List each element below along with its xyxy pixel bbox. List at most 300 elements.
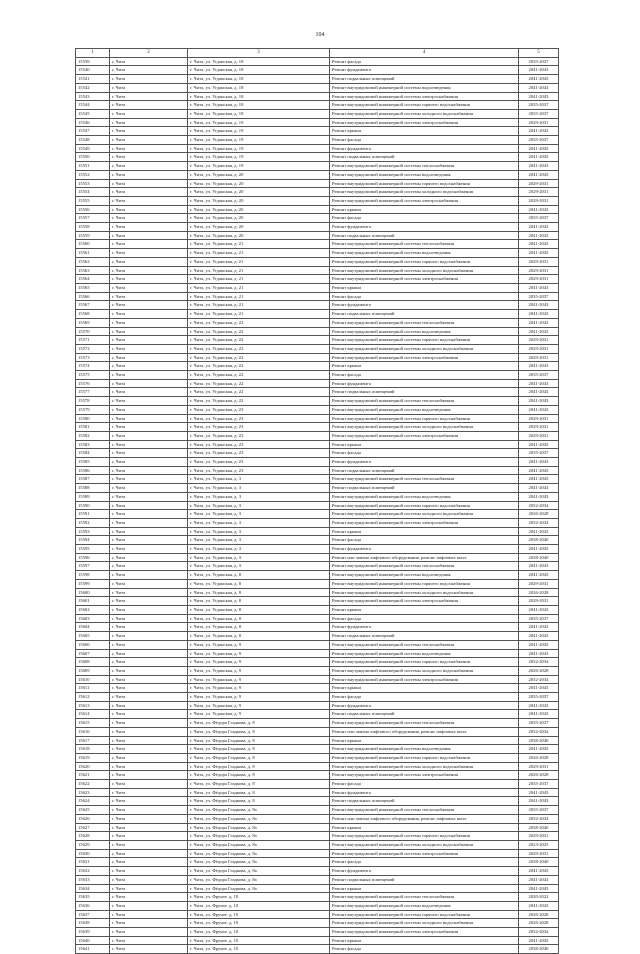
column-number: 5 bbox=[519, 49, 559, 58]
municipality-cell: г. Чита bbox=[110, 884, 188, 893]
municipality-cell: г. Чита bbox=[110, 649, 188, 658]
row-number-cell: 15598 bbox=[76, 571, 110, 580]
column-number: 2 bbox=[110, 49, 188, 58]
row-number-cell: 15601 bbox=[76, 597, 110, 606]
row-number-cell: 15621 bbox=[76, 771, 110, 780]
row-number-cell: 15561 bbox=[76, 249, 110, 258]
row-number-cell: 15606 bbox=[76, 640, 110, 649]
table-row bbox=[76, 66, 559, 75]
address-cell: г. Чита, ул. Угданская, д. 3 bbox=[188, 536, 330, 545]
row-number-cell: 15590 bbox=[76, 501, 110, 510]
period-cell: 2041-2043 bbox=[519, 310, 559, 319]
table-row bbox=[76, 840, 559, 849]
row-number-cell: 15563 bbox=[76, 266, 110, 275]
address-cell: г. Чита, ул. Угданская, д. 23 bbox=[188, 440, 330, 449]
work-type-cell: Ремонт фасада bbox=[330, 57, 519, 66]
table-row bbox=[76, 623, 559, 632]
address-cell: г. Чита, ул. Угданская, д. 22 bbox=[188, 344, 330, 353]
table-row bbox=[76, 745, 559, 754]
table-row bbox=[76, 832, 559, 841]
municipality-cell: г. Чита bbox=[110, 118, 188, 127]
municipality-cell: г. Чита bbox=[110, 745, 188, 754]
address-cell: г. Чита, ул. Фёдора Гладкова, д. 8 bbox=[188, 753, 330, 762]
municipality-cell: г. Чита bbox=[110, 188, 188, 197]
period-cell: 2041-2043 bbox=[519, 127, 559, 136]
work-type-cell: Ремонт внутридомовой инженерной системы горячего водоснабжения bbox=[330, 832, 519, 841]
table-row bbox=[76, 371, 559, 380]
address-cell: г. Чита, ул. Угданская, д. 9 bbox=[188, 684, 330, 693]
row-number-cell: 15572 bbox=[76, 344, 110, 353]
address-cell: г. Чита, ул. Фёдора Гладкова, д. 8а bbox=[188, 875, 330, 884]
table-row bbox=[76, 771, 559, 780]
municipality-cell: г. Чита bbox=[110, 536, 188, 545]
period-cell: 2041-2043 bbox=[519, 397, 559, 406]
row-number-cell: 15596 bbox=[76, 553, 110, 562]
work-type-cell: Ремонт внутридомовой инженерной системы теплоснабжения bbox=[330, 475, 519, 484]
address-cell: г. Чита, ул. Угданская, д. 9 bbox=[188, 693, 330, 702]
row-number-cell: 15603 bbox=[76, 614, 110, 623]
row-number-cell: 15630 bbox=[76, 849, 110, 858]
table-row bbox=[76, 806, 559, 815]
column-number: 1 bbox=[76, 49, 110, 58]
address-cell: г. Чита, ул. Угданская, д. 9 bbox=[188, 666, 330, 675]
work-type-cell: Ремонт или замена лифтового оборудования, ремонт лифтовых шахт bbox=[330, 727, 519, 736]
municipality-cell: г. Чита bbox=[110, 762, 188, 771]
period-cell: 2041-2043 bbox=[519, 684, 559, 693]
municipality-cell: г. Чита bbox=[110, 109, 188, 118]
municipality-cell: г. Чита bbox=[110, 562, 188, 571]
table-row bbox=[76, 327, 559, 336]
period-cell: 2035-2037 bbox=[519, 214, 559, 223]
period-cell: 2041-2043 bbox=[519, 936, 559, 945]
work-type-cell: Ремонт внутридомовой инженерной системы электроснабжения bbox=[330, 275, 519, 284]
work-type-cell: Ремонт крыши bbox=[330, 884, 519, 893]
table-row bbox=[76, 797, 559, 806]
table-row bbox=[76, 231, 559, 240]
row-number-cell: 15554 bbox=[76, 188, 110, 197]
address-cell: г. Чита, ул. Угданская, д. 23 bbox=[188, 414, 330, 423]
address-cell: г. Чита, ул. Угданская, д. 8 bbox=[188, 588, 330, 597]
row-number-cell: 15589 bbox=[76, 492, 110, 501]
municipality-cell: г. Чита bbox=[110, 57, 188, 66]
period-cell: 2041-2043 bbox=[519, 405, 559, 414]
address-cell: г. Чита, ул. Угданская, д. 19 bbox=[188, 153, 330, 162]
table-row bbox=[76, 144, 559, 153]
period-cell: 2041-2043 bbox=[519, 606, 559, 615]
period-cell: 2041-2043 bbox=[519, 223, 559, 232]
table-row bbox=[76, 362, 559, 371]
period-cell: 2041-2043 bbox=[519, 75, 559, 84]
work-type-cell: Ремонт внутридомовой инженерной системы горячего водоснабжения bbox=[330, 257, 519, 266]
address-cell: г. Чита, ул. Угданская, д. 22 bbox=[188, 371, 330, 380]
address-cell: г. Чита, ул. Фрунзе, д. 10 bbox=[188, 928, 330, 937]
address-cell: г. Чита, ул. Угданская, д. 20 bbox=[188, 170, 330, 179]
table-row bbox=[76, 536, 559, 545]
work-type-cell: Ремонт внутридомовой инженерной системы электроснабжения bbox=[330, 675, 519, 684]
work-type-cell: Ремонт подвальных помещений bbox=[330, 466, 519, 475]
work-type-cell: Ремонт внутридомовой инженерной системы теплоснабжения bbox=[330, 893, 519, 902]
work-type-cell: Ремонт подвальных помещений bbox=[330, 710, 519, 719]
row-number-cell: 15574 bbox=[76, 362, 110, 371]
municipality-cell: г. Чита bbox=[110, 205, 188, 214]
row-number-cell: 15629 bbox=[76, 840, 110, 849]
row-number-cell: 15625 bbox=[76, 806, 110, 815]
work-type-cell: Ремонт фундамента bbox=[330, 545, 519, 554]
municipality-cell: г. Чита bbox=[110, 832, 188, 841]
work-type-cell: Ремонт внутридомовой инженерной системы горячего водоснабжения bbox=[330, 179, 519, 188]
period-cell: 2041-2043 bbox=[519, 440, 559, 449]
row-number-cell: 15611 bbox=[76, 684, 110, 693]
address-cell: г. Чита, ул. Угданская, д. 22 bbox=[188, 336, 330, 345]
work-type-cell: Ремонт внутридомовой инженерной системы электроснабжения bbox=[330, 353, 519, 362]
table-body bbox=[76, 49, 559, 954]
period-cell: 2038-2040 bbox=[519, 553, 559, 562]
work-type-cell: Ремонт фасада bbox=[330, 214, 519, 223]
period-cell: 2026-2028 bbox=[519, 510, 559, 519]
work-type-cell: Ремонт фундамента bbox=[330, 623, 519, 632]
row-number-cell: 15600 bbox=[76, 588, 110, 597]
municipality-cell: г. Чита bbox=[110, 414, 188, 423]
work-type-cell: Ремонт крыши bbox=[330, 684, 519, 693]
address-cell: г. Чита, ул. Угданская, д. 20 bbox=[188, 214, 330, 223]
work-type-cell: Ремонт крыши bbox=[330, 823, 519, 832]
address-cell: г. Чита, ул. Угданская, д. 18 bbox=[188, 57, 330, 66]
address-cell: г. Чита, ул. Угданская, д. 22 bbox=[188, 318, 330, 327]
municipality-cell: г. Чита bbox=[110, 919, 188, 928]
table-row bbox=[76, 649, 559, 658]
table-row bbox=[76, 266, 559, 275]
municipality-cell: г. Чита bbox=[110, 701, 188, 710]
municipality-cell: г. Чита bbox=[110, 928, 188, 937]
period-cell: 2041-2043 bbox=[519, 571, 559, 580]
municipality-cell: г. Чита bbox=[110, 449, 188, 458]
row-number-cell: 15562 bbox=[76, 257, 110, 266]
period-cell: 2041-2043 bbox=[519, 475, 559, 484]
row-number-cell: 15549 bbox=[76, 144, 110, 153]
table-row bbox=[76, 545, 559, 554]
address-cell: г. Чита, ул. Угданская, д. 8 bbox=[188, 614, 330, 623]
period-cell: 2041-2043 bbox=[519, 170, 559, 179]
municipality-cell: г. Чита bbox=[110, 736, 188, 745]
period-cell: 2032-2034 bbox=[519, 518, 559, 527]
table-row bbox=[76, 301, 559, 310]
work-type-cell: Ремонт внутридомовой инженерной системы холодного водоснабжения bbox=[330, 344, 519, 353]
table-row bbox=[76, 57, 559, 66]
table-row bbox=[76, 719, 559, 728]
work-type-cell: Ремонт внутридомовой инженерной системы холодного водоснабжения bbox=[330, 840, 519, 849]
period-cell: 2029-2031 bbox=[519, 179, 559, 188]
municipality-cell: г. Чита bbox=[110, 153, 188, 162]
row-number-cell: 15617 bbox=[76, 736, 110, 745]
row-number-cell: 15638 bbox=[76, 919, 110, 928]
address-cell: г. Чита, ул. Фёдора Гладкова, д. 8а bbox=[188, 814, 330, 823]
address-cell: г. Чита, ул. Угданская, д. 20 bbox=[188, 231, 330, 240]
period-cell: 2041-2043 bbox=[519, 649, 559, 658]
period-cell: 2038-2040 bbox=[519, 736, 559, 745]
table-row bbox=[76, 388, 559, 397]
municipality-cell: г. Чита bbox=[110, 162, 188, 171]
work-type-cell: Ремонт фундамента bbox=[330, 458, 519, 467]
municipality-cell: г. Чита bbox=[110, 945, 188, 954]
address-cell: г. Чита, ул. Фёдора Гладкова, д. 8 bbox=[188, 719, 330, 728]
period-cell: 2029-2031 bbox=[519, 832, 559, 841]
table-row bbox=[76, 214, 559, 223]
work-type-cell: Ремонт крыши bbox=[330, 440, 519, 449]
municipality-cell: г. Чита bbox=[110, 588, 188, 597]
municipality-cell: г. Чита bbox=[110, 893, 188, 902]
row-number-cell: 15577 bbox=[76, 388, 110, 397]
period-cell: 2029-2031 bbox=[519, 266, 559, 275]
row-number-cell: 15631 bbox=[76, 858, 110, 867]
work-type-cell: Ремонт внутридомовой инженерной системы горячего водоснабжения bbox=[330, 501, 519, 510]
work-type-cell: Ремонт крыши bbox=[330, 362, 519, 371]
table-row bbox=[76, 727, 559, 736]
work-type-cell: Ремонт внутридомовой инженерной системы электроснабжения bbox=[330, 118, 519, 127]
table-row bbox=[76, 762, 559, 771]
work-type-cell: Ремонт внутридомовой инженерной системы электроснабжения bbox=[330, 849, 519, 858]
table-row bbox=[76, 788, 559, 797]
work-type-cell: Ремонт или замена лифтового оборудования, ремонт лифтовых шахт bbox=[330, 553, 519, 562]
municipality-cell: г. Чита bbox=[110, 240, 188, 249]
period-cell: 2035-2037 bbox=[519, 109, 559, 118]
row-number-cell: 15543 bbox=[76, 92, 110, 101]
row-number-cell: 15584 bbox=[76, 449, 110, 458]
period-cell: 2032-2034 bbox=[519, 928, 559, 937]
work-type-cell: Ремонт фундамента bbox=[330, 301, 519, 310]
municipality-cell: г. Чита bbox=[110, 719, 188, 728]
period-cell: 2029-2031 bbox=[519, 579, 559, 588]
municipality-cell: г. Чита bbox=[110, 484, 188, 493]
period-cell: 2041-2043 bbox=[519, 362, 559, 371]
period-cell: 2041-2043 bbox=[519, 527, 559, 536]
municipality-cell: г. Чита bbox=[110, 75, 188, 84]
municipality-cell: г. Чита bbox=[110, 771, 188, 780]
period-cell: 2029-2031 bbox=[519, 353, 559, 362]
address-cell: г. Чита, ул. Угданская, д. 20 bbox=[188, 223, 330, 232]
table-row bbox=[76, 780, 559, 789]
table-row bbox=[76, 205, 559, 214]
work-type-cell: Ремонт внутридомовой инженерной системы водоотведения bbox=[330, 170, 519, 179]
address-cell: г. Чита, ул. Угданская, д. 21 bbox=[188, 292, 330, 301]
row-number-cell: 15622 bbox=[76, 780, 110, 789]
work-type-cell: Ремонт крыши bbox=[330, 127, 519, 136]
table-row bbox=[76, 353, 559, 362]
repair-schedule-table bbox=[75, 48, 559, 954]
work-type-cell: Ремонт внутридомовой инженерной системы холодного водоснабжения bbox=[330, 109, 519, 118]
table-row bbox=[76, 292, 559, 301]
period-cell: 2026-2028 bbox=[519, 588, 559, 597]
address-cell: г. Чита, ул. Угданская, д. 19 bbox=[188, 118, 330, 127]
table-row bbox=[76, 423, 559, 432]
address-cell: г. Чита, ул. Угданская, д. 3 bbox=[188, 545, 330, 554]
municipality-cell: г. Чита bbox=[110, 66, 188, 75]
work-type-cell: Ремонт подвальных помещений bbox=[330, 388, 519, 397]
address-cell: г. Чита, ул. Угданская, д. 20 bbox=[188, 179, 330, 188]
period-cell: 2020-2022 bbox=[519, 893, 559, 902]
address-cell: г. Чита, ул. Фёдора Гладкова, д. 8а bbox=[188, 840, 330, 849]
work-type-cell: Ремонт внутридомовой инженерной системы электроснабжения bbox=[330, 431, 519, 440]
work-type-cell: Ремонт подвальных помещений bbox=[330, 153, 519, 162]
row-number-cell: 15555 bbox=[76, 196, 110, 205]
row-number-cell: 15559 bbox=[76, 231, 110, 240]
table-row bbox=[76, 414, 559, 423]
work-type-cell: Ремонт фасада bbox=[330, 536, 519, 545]
address-cell: г. Чита, ул. Угданская, д. 3 bbox=[188, 492, 330, 501]
row-number-cell: 15564 bbox=[76, 275, 110, 284]
table-row bbox=[76, 910, 559, 919]
work-type-cell: Ремонт подвальных помещений bbox=[330, 875, 519, 884]
municipality-cell: г. Чита bbox=[110, 397, 188, 406]
address-cell: г. Чита, ул. Фёдора Гладкова, д. 8 bbox=[188, 762, 330, 771]
address-cell: г. Чита, ул. Угданская, д. 3 bbox=[188, 527, 330, 536]
period-cell: 2041-2043 bbox=[519, 875, 559, 884]
address-cell: г. Чита, ул. Угданская, д. 20 bbox=[188, 196, 330, 205]
municipality-cell: г. Чита bbox=[110, 658, 188, 667]
period-cell: 2029-2031 bbox=[519, 431, 559, 440]
period-cell: 2041-2043 bbox=[519, 901, 559, 910]
period-cell: 2029-2031 bbox=[519, 336, 559, 345]
municipality-cell: г. Чита bbox=[110, 545, 188, 554]
page-number: 104 bbox=[315, 32, 325, 38]
municipality-cell: г. Чита bbox=[110, 405, 188, 414]
municipality-cell: г. Чита bbox=[110, 571, 188, 580]
municipality-cell: г. Чита bbox=[110, 527, 188, 536]
municipality-cell: г. Чита bbox=[110, 858, 188, 867]
table-row bbox=[76, 875, 559, 884]
work-type-cell: Ремонт внутридомовой инженерной системы холодного водоснабжения bbox=[330, 588, 519, 597]
table-row bbox=[76, 893, 559, 902]
row-number-cell: 15539 bbox=[76, 57, 110, 66]
table-row bbox=[76, 109, 559, 118]
address-cell: г. Чита, ул. Угданская, д. 22 bbox=[188, 397, 330, 406]
period-cell: 2041-2043 bbox=[519, 388, 559, 397]
work-type-cell: Ремонт внутридомовой инженерной системы горячего водоснабжения bbox=[330, 658, 519, 667]
address-cell: г. Чита, ул. Угданская, д. 19 bbox=[188, 144, 330, 153]
period-cell: 2041-2043 bbox=[519, 162, 559, 171]
work-type-cell: Ремонт внутридомовой инженерной системы теплоснабжения bbox=[330, 562, 519, 571]
table-row bbox=[76, 431, 559, 440]
address-cell: г. Чита, ул. Угданская, д. 21 bbox=[188, 301, 330, 310]
row-number-cell: 15587 bbox=[76, 475, 110, 484]
row-number-cell: 15616 bbox=[76, 727, 110, 736]
table-row bbox=[76, 553, 559, 562]
period-cell: 2041-2043 bbox=[519, 701, 559, 710]
work-type-cell: Ремонт фундамента bbox=[330, 379, 519, 388]
work-type-cell: Ремонт внутридомовой инженерной системы электроснабжения bbox=[330, 928, 519, 937]
municipality-cell: г. Чита bbox=[110, 475, 188, 484]
address-cell: г. Чита, ул. Фрунзе, д. 10 bbox=[188, 936, 330, 945]
municipality-cell: г. Чита bbox=[110, 353, 188, 362]
address-cell: г. Чита, ул. Фрунзе, д. 10 bbox=[188, 910, 330, 919]
work-type-cell: Ремонт фундамента bbox=[330, 144, 519, 153]
table-row bbox=[76, 162, 559, 171]
work-type-cell: Ремонт внутридомовой инженерной системы электроснабжения bbox=[330, 92, 519, 101]
table-row bbox=[76, 336, 559, 345]
municipality-cell: г. Чита bbox=[110, 684, 188, 693]
address-cell: г. Чита, ул. Угданская, д. 3 bbox=[188, 518, 330, 527]
address-cell: г. Чита, ул. Угданская, д. 8 bbox=[188, 571, 330, 580]
table-row bbox=[76, 449, 559, 458]
row-number-cell: 15573 bbox=[76, 353, 110, 362]
work-type-cell: Ремонт фундамента bbox=[330, 867, 519, 876]
work-type-cell: Ремонт фасада bbox=[330, 371, 519, 380]
work-type-cell: Ремонт внутридомовой инженерной системы водоотведения bbox=[330, 901, 519, 910]
municipality-cell: г. Чита bbox=[110, 379, 188, 388]
municipality-cell: г. Чита bbox=[110, 675, 188, 684]
work-type-cell: Ремонт внутридомовой инженерной системы электроснабжения bbox=[330, 597, 519, 606]
work-type-cell: Ремонт фундамента bbox=[330, 223, 519, 232]
table-row bbox=[76, 223, 559, 232]
period-cell: 2041-2043 bbox=[519, 562, 559, 571]
table-row bbox=[76, 501, 559, 510]
address-cell: г. Чита, ул. Фёдора Гладкова, д. 8а bbox=[188, 806, 330, 815]
row-number-cell: 15567 bbox=[76, 301, 110, 310]
period-cell: 2038-2040 bbox=[519, 945, 559, 954]
period-cell: 2035-2037 bbox=[519, 806, 559, 815]
work-type-cell: Ремонт фасада bbox=[330, 945, 519, 954]
column-number: 3 bbox=[188, 49, 330, 58]
period-cell: 2035-2037 bbox=[519, 136, 559, 145]
municipality-cell: г. Чита bbox=[110, 423, 188, 432]
work-type-cell: Ремонт внутридомовой инженерной системы электроснабжения bbox=[330, 771, 519, 780]
row-number-cell: 15634 bbox=[76, 884, 110, 893]
address-cell: г. Чита, ул. Угданская, д. 18 bbox=[188, 92, 330, 101]
municipality-cell: г. Чита bbox=[110, 806, 188, 815]
work-type-cell: Ремонт внутридомовой инженерной системы горячего водоснабжения bbox=[330, 910, 519, 919]
period-cell: 2041-2043 bbox=[519, 83, 559, 92]
row-number-cell: 15618 bbox=[76, 745, 110, 754]
address-cell: г. Чита, ул. Угданская, д. 19 bbox=[188, 127, 330, 136]
work-type-cell: Ремонт подвальных помещений bbox=[330, 632, 519, 641]
municipality-cell: г. Чита bbox=[110, 936, 188, 945]
municipality-cell: г. Чита bbox=[110, 901, 188, 910]
municipality-cell: г. Чита bbox=[110, 440, 188, 449]
period-cell: 2041-2043 bbox=[519, 301, 559, 310]
municipality-cell: г. Чита bbox=[110, 275, 188, 284]
table-row bbox=[76, 75, 559, 84]
row-number-cell: 15615 bbox=[76, 719, 110, 728]
work-type-cell: Ремонт внутридомовой инженерной системы теплоснабжения bbox=[330, 640, 519, 649]
period-cell: 2041-2043 bbox=[519, 92, 559, 101]
municipality-cell: г. Чита bbox=[110, 179, 188, 188]
address-cell: г. Чита, ул. Угданская, д. 9 bbox=[188, 710, 330, 719]
row-number-cell: 15597 bbox=[76, 562, 110, 571]
row-number-cell: 15591 bbox=[76, 510, 110, 519]
row-number-cell: 15604 bbox=[76, 623, 110, 632]
address-cell: г. Чита, ул. Угданская, д. 3 bbox=[188, 510, 330, 519]
address-cell: г. Чита, ул. Угданская, д. 20 bbox=[188, 188, 330, 197]
table-row bbox=[76, 179, 559, 188]
table-row bbox=[76, 640, 559, 649]
address-cell: г. Чита, ул. Фёдора Гладкова, д. 8а bbox=[188, 849, 330, 858]
row-number-cell: 15542 bbox=[76, 83, 110, 92]
table-row bbox=[76, 92, 559, 101]
address-cell: г. Чита, ул. Угданская, д. 3 bbox=[188, 562, 330, 571]
address-cell: г. Чита, ул. Угданская, д. 9 bbox=[188, 701, 330, 710]
row-number-cell: 15582 bbox=[76, 431, 110, 440]
address-cell: г. Чита, ул. Угданская, д. 8 bbox=[188, 623, 330, 632]
table-row bbox=[76, 170, 559, 179]
address-cell: г. Чита, ул. Фёдора Гладкова, д. 8а bbox=[188, 867, 330, 876]
table-row bbox=[76, 588, 559, 597]
municipality-cell: г. Чита bbox=[110, 196, 188, 205]
table-row bbox=[76, 823, 559, 832]
row-number-cell: 15632 bbox=[76, 867, 110, 876]
period-cell: 2029-2031 bbox=[519, 196, 559, 205]
period-cell: 2023-2025 bbox=[519, 840, 559, 849]
period-cell: 2026-2028 bbox=[519, 753, 559, 762]
row-number-cell: 15635 bbox=[76, 893, 110, 902]
